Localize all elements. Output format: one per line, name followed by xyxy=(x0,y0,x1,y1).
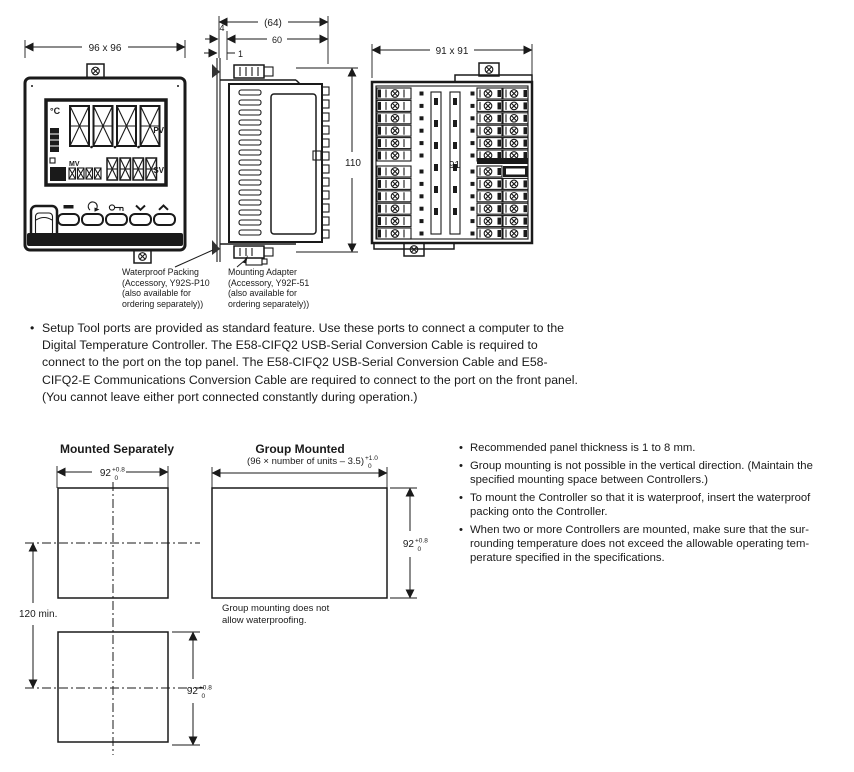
group-height-dim xyxy=(390,488,428,598)
mv-digit xyxy=(95,168,102,179)
front-bottom-screw-icon xyxy=(139,253,147,261)
side-flange-dim-label: 4 xyxy=(219,23,225,33)
pv-digit xyxy=(70,106,89,146)
svg-text:+0.8: +0.8 xyxy=(415,537,428,545)
mode-button xyxy=(82,214,103,225)
side-overall-dim-label: (64) xyxy=(264,18,282,29)
pf-button xyxy=(58,214,79,225)
panel-cutout-svg xyxy=(0,435,460,772)
svg-text:0: 0 xyxy=(114,475,119,482)
side-cover xyxy=(271,94,316,234)
note-item: • Recommended panel thickness is 1 to 8 mm. xyxy=(459,442,696,454)
group-mounted-title: Group Mounted xyxy=(255,442,345,456)
down-button xyxy=(130,214,151,225)
display-unit-label: °C xyxy=(50,106,61,116)
svg-text:allow waterproofing.: allow waterproofing. xyxy=(222,615,307,626)
side-height-dim-label: 110 xyxy=(345,158,361,169)
front-top-screw-icon xyxy=(92,67,100,75)
bottom-mounting-clamp xyxy=(234,246,273,265)
svg-text:(96 × number of units – 3.5): (96 × number of units – 3.5) xyxy=(247,456,364,467)
sv-digit xyxy=(133,158,144,180)
mv-label: MV xyxy=(69,161,80,168)
waterproof-leader-line xyxy=(175,250,213,267)
up-button xyxy=(154,214,175,225)
svg-text:0: 0 xyxy=(417,546,422,553)
back-watermark: 91 xyxy=(449,160,461,171)
svg-text:0: 0 xyxy=(368,463,372,470)
side-view-drawing xyxy=(175,16,361,267)
svg-text:92: 92 xyxy=(402,539,414,550)
pitch-dim xyxy=(19,543,57,688)
side-depth-dim-label: 60 xyxy=(271,35,283,45)
side-latch xyxy=(313,151,321,160)
mounting-adapter-callout: Mounting Adapter (Accessory, Y92F-51 (also available for ordering separately)) xyxy=(228,267,310,309)
note-item: • Group mounting is not possible in the vertical direction. (Maintain the specified mounting space between Controllers.) xyxy=(459,460,813,486)
up-key-icon xyxy=(159,206,168,210)
mv-digit xyxy=(78,168,85,179)
side-body xyxy=(229,84,322,242)
mounted-separately-title: Mounted Separately xyxy=(59,442,175,456)
back-view-drawing xyxy=(372,44,532,256)
mode-key-icon xyxy=(88,202,99,212)
note-item: • To mount the Controller so that it is waterproof, insert the waterproof packing onto the Controller. xyxy=(459,492,811,518)
down-key-icon xyxy=(136,206,145,210)
level-key-icon xyxy=(109,205,123,211)
waterproof-packing-bottom xyxy=(212,240,220,255)
svg-text:0: 0 xyxy=(201,693,206,700)
svg-text:120 min.: 120 min. xyxy=(19,609,58,620)
svg-text:+0.8: +0.8 xyxy=(199,684,212,692)
side-lip-dim-label: 1 xyxy=(238,49,244,59)
back-right-terminals xyxy=(477,88,528,239)
waterproof-packing-callout: Waterproof Packing (Accessory, Y92S-P10 (also available for ordering separately)) xyxy=(122,267,210,309)
sv-digit xyxy=(120,158,131,180)
pv-digit xyxy=(94,106,113,146)
mounting-notes xyxy=(459,441,854,569)
note-item: • When two or more Controllers are mounted, make sure that the sur- rounding temperature does not exceed the allowable operating tem- perature specified in the specifications. xyxy=(459,524,810,564)
back-top-screw-icon xyxy=(485,66,493,74)
group-caption xyxy=(222,603,330,626)
group-width-dim-line xyxy=(212,467,387,488)
mv-digit xyxy=(69,168,76,179)
model-logo: E5AC xyxy=(160,237,179,245)
svg-text:Group mounting does not: Group mounting does not xyxy=(222,603,330,614)
group-width-dim-label xyxy=(247,455,378,470)
brand-logo: OMRON xyxy=(33,237,63,245)
level-button xyxy=(106,214,127,225)
sv-digit xyxy=(107,158,118,180)
svg-text:+0.8: +0.8 xyxy=(112,466,125,474)
pf-key-icon xyxy=(64,205,74,209)
waterproof-packing-top xyxy=(212,64,220,78)
back-left-terminals xyxy=(377,88,411,239)
setup-tool-note: • Setup Tool ports are provided as standard feature. Use these ports to connect a computer to the Digital Temperature Controller. The E58-CIFQ2 USB-Serial Conversion Cable is required to connect to the port on the top panel. The E58-CIFQ2 USB-Serial Conversion Cable and E58- CIFQ2-E Communications Conversion Cable are required to connect to the port on the front panel. (You cannot leave either port connected constantly during operation.) xyxy=(30,320,578,406)
sv-label: SV xyxy=(153,166,164,175)
mv-digit xyxy=(86,168,93,179)
svg-text:+1.0: +1.0 xyxy=(365,455,378,462)
pv-digit xyxy=(117,106,136,146)
bullet: • xyxy=(30,321,35,335)
svg-text:92: 92 xyxy=(186,686,198,697)
group-cutout-rect xyxy=(212,488,387,598)
front-view-drawing xyxy=(25,40,185,263)
front-width-dim-label: 96 x 96 xyxy=(88,43,122,54)
top-mounting-clamp xyxy=(234,65,273,78)
pv-label: PV xyxy=(153,126,164,135)
svg-text:92: 92 xyxy=(99,468,111,479)
back-pins xyxy=(420,92,475,236)
back-dim-label: 91 x 91 xyxy=(435,46,469,57)
